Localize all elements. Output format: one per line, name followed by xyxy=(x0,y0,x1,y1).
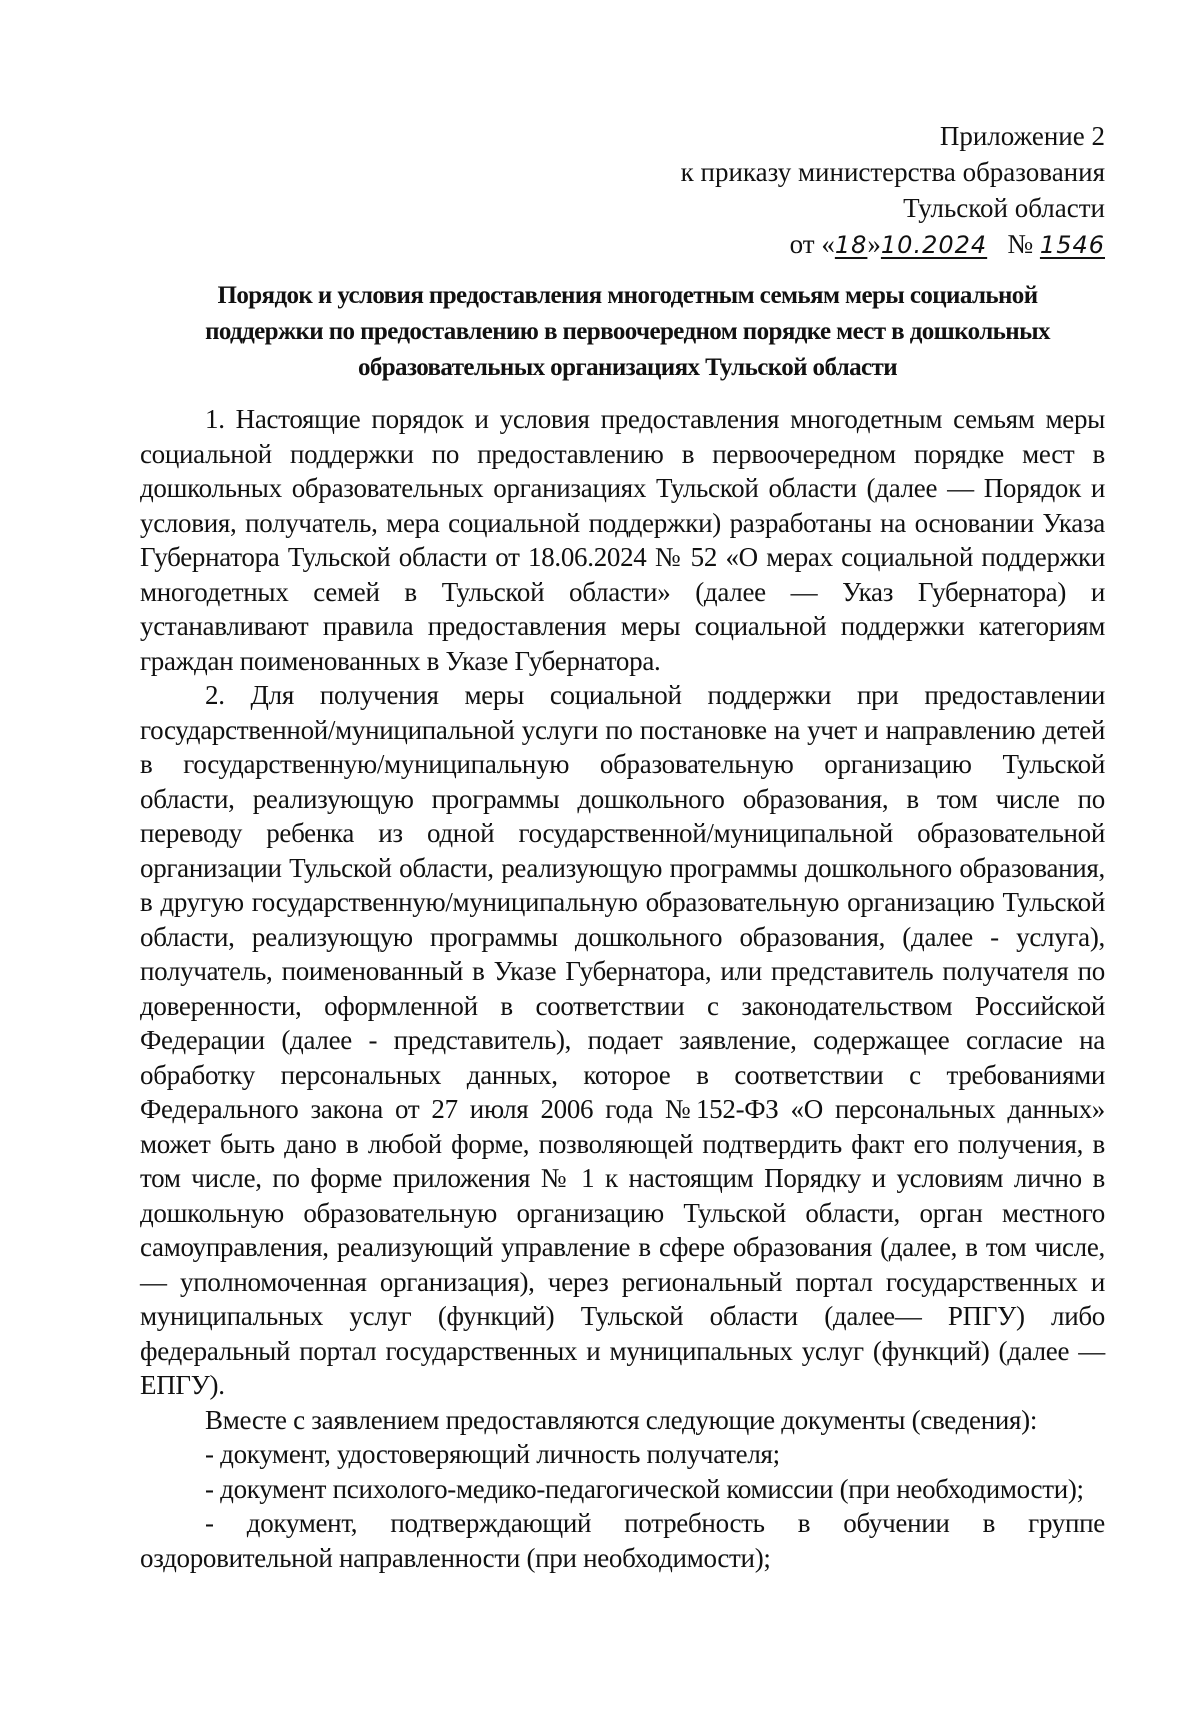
document-title xyxy=(150,278,1105,386)
date-prefix: от « xyxy=(789,229,835,259)
region-name: Тульской области xyxy=(903,193,1105,223)
list-item: - документ, удостоверяющий личность получателя; xyxy=(205,1439,780,1469)
handwritten-month-year: 10.2024 xyxy=(880,231,988,259)
date-mid: » xyxy=(867,229,881,259)
appendix-label: Приложение 2 xyxy=(939,121,1105,151)
handwritten-day: 18 xyxy=(834,231,868,259)
document-body xyxy=(140,402,1105,1575)
paragraph-2: 2. Для получения меры социальной поддержки при предоставлении государственной/муниципальной услуги по постановке на учет и направлению детей в государственную/муниципальную образовательную организацию Тульской области, реализующую программы дошкольного образования, в том числе по переводу ребенка из одной государственной/муниципальной образовательной организации Тульской области, реализующую программы дошкольного образования, в другую государственную/муниципальную образовательную организацию Тульской области, реализующую программы дошкольного образования, (далее - услуга), получатель, поименованный в Указе Губернатора, или представитель получателя по доверенности, оформленной в соответствии с законодательством Российской Федерации (далее - представитель), подает заявление, содержащее согласие на обработку персональных данных, которое в соответствии с требованиями Федерального закона от 27 июля 2006 года №152-ФЗ «О персональных данных» может быть дано в любой форме, позволяющей подтвердить факт его получения, в том числе, по форме приложения № 1 к настоящим Порядку и условиям лично в дошкольную образовательную организацию Тульской области, орган местного самоуправления, реализующий управление в сфере образования (далее, в том числе, — уполномоченная организация), через региональный портал государственных и муниципальных услуг (функций) Тульской области (далее— РПГУ) либо федеральный портал государственных и муниципальных услуг (функций) (далее — ЕПГУ). xyxy=(140,680,1105,1400)
title-line-2: поддержки по предоставлению в первоочередном порядке мест в дошкольных xyxy=(205,318,1050,345)
list-item: - документ, подтверждающий потребность в обучении в группе оздоровительной направленности (при необходимости); xyxy=(140,1508,1105,1573)
appendix-header xyxy=(681,118,1105,263)
paragraph-documents-intro: Вместе с заявлением предоставляются следующие документы (сведения): xyxy=(205,1404,1038,1435)
title-line-1: Порядок и условия предоставления многодетным семьям меры социальной xyxy=(217,282,1038,309)
list-item: - документ психолого-медико-педагогической комиссии (при необходимости); xyxy=(205,1473,1084,1504)
order-date-number xyxy=(681,226,1105,263)
paragraph-1: 1. Настоящие порядок и условия предоставления многодетным семьям меры социальной поддержки по предоставлению в первоочередном порядке мест в дошкольных образовательных организациях Тульской области (далее — Порядок и условия, получатель, мера социальной поддержки) разработаны на основании Указа Губернатора Тульской области от 18.06.2024 № 52 «О мерах социальной поддержки многодетных семей в Тульской области» (далее — Указ Губернатора) и устанавливают правила предоставления меры социальной поддержки категориям граждан поименованных в Указе Губернатора. xyxy=(140,404,1105,676)
title-line-3: образовательных организациях Тульской области xyxy=(357,354,898,381)
handwritten-number: 1546 xyxy=(1039,231,1105,259)
number-label: № xyxy=(1007,229,1034,259)
order-reference: к приказу министерства образования xyxy=(680,157,1105,187)
